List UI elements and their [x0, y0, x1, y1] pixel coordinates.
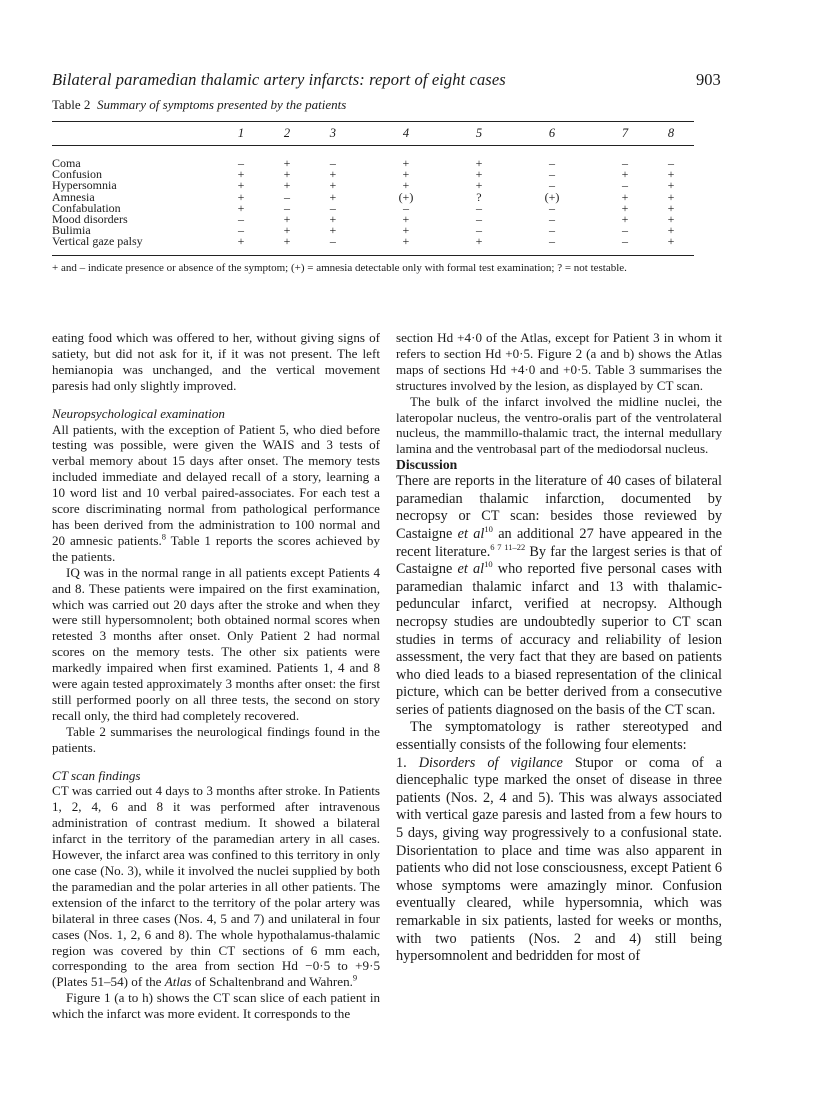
table-cell: ?	[476, 189, 482, 204]
text: By far the largest series is that of Castaigne	[396, 543, 722, 578]
table-cell: +	[237, 200, 245, 215]
table-spacer-row	[52, 144, 694, 158]
table-cell: –	[475, 212, 482, 227]
reference-superscript: 10	[484, 524, 493, 535]
table-cell: +	[621, 167, 629, 182]
table-bottom-rule	[52, 255, 694, 256]
table-cell: +	[667, 200, 675, 215]
section-heading-neuropsych: Neuropsychological examination	[52, 405, 225, 421]
et-al: et al	[457, 561, 485, 578]
table-cell: +	[283, 234, 291, 249]
table-cell: +	[475, 178, 483, 193]
table-cell: +	[667, 223, 675, 238]
symptom-label: Bulimia	[52, 223, 91, 238]
table-cell: +	[402, 234, 410, 249]
left-column	[52, 330, 380, 1022]
table-cell: –	[329, 200, 336, 215]
table-cell: +	[667, 167, 675, 182]
section-heading-discussion: Discussion	[396, 457, 458, 473]
table-cell: –	[237, 223, 244, 238]
table-cell: –	[548, 212, 555, 227]
paragraph: section Hd +4·0 of the Atlas, except for Patient 3 in whom it refers to section Hd +0·5. Figure 2 (a and b) shows the Atlas maps of sections Hd +4·0 and +0·5. Table 3 summarises the structures involved by the lesion, as displayed by CT scan.	[396, 330, 722, 393]
table-cell: +	[402, 223, 410, 238]
list-number: 1.	[396, 754, 419, 771]
table-header-cell: 2	[283, 126, 291, 141]
table-cell: +	[621, 200, 629, 215]
table-cell: –	[283, 189, 290, 204]
table-caption	[52, 97, 346, 113]
table-cell: +	[237, 167, 245, 182]
table-cell: –	[548, 156, 555, 170]
table-cell: +	[402, 178, 410, 193]
paragraph	[396, 473, 722, 719]
table-cell: –	[402, 200, 409, 215]
table-cell: +	[402, 212, 410, 227]
table-cell: +	[329, 223, 337, 238]
paragraph: Figure 1 (a to h) shows the CT scan slice of each patient in which the infarct was more evident. It corresponds to the	[52, 990, 380, 1022]
table-row	[52, 203, 694, 214]
text: CT was carried out 4 days to 3 months after stroke. In Patients 1, 2, 4, 6 and 8 it was performed after intravenous administration of contrast medium. It showed a bilateral infarct in the territory of the paramedian artery in all cases. However, the infarct area was confined to this territory in only one case (No. 3), while it involved the nuclei supplied by both the paramedian and the polar arteries in all other patients. The extension of the infarct to the territory of the polar artery was bilateral in three cases (Nos. 4, 5 and 7) and unilateral in four cases (Nos. 1, 2, 6 and 8). The whole hypothalamus-thalamic region was covered by thin CT sections of 6 mm each, corresponding to the area from section Hd −0·5 to +9·5 (Plates 51–54) of the	[52, 783, 380, 990]
symptom-label: Confabulation	[52, 200, 121, 215]
table-cell: +	[283, 156, 291, 170]
subheading-vigilance: Disorders of vigilance	[418, 754, 563, 771]
table-header-cell: 1	[237, 126, 245, 141]
table-row	[52, 158, 694, 169]
text: There are reports in the literature of 40 cases of bilateral paramedian thalamic infarction, documented by necropsy or CT scan: besides those reviewed by Castaigne	[396, 473, 722, 542]
paragraph: eating food which was offered to her, without giving signs of satiety, but did not ask for it, if it was not present. The left hemianopia was unchanged, and the vertical movement paresis had only slightly improved.	[52, 330, 380, 393]
table-header-cell: 3	[329, 126, 337, 141]
reference-superscript: 6 7 11–22	[490, 541, 526, 552]
paragraph: IQ was in the normal range in all patients except Patients 4 and 8. These patients were impaired on the first examination, which was carried out 20 days after the stroke and when they were still hypersomnolent; both obtained normal scores when retested 3 months after onset. Only Patient 2 had normal scores on the memory tests. The other six patients were markedly impaired when first examined. Patients 1, 4 and 8 were again tested approximately 3 months after onset: the first still performed poorly on all three tests, the second on story recall only, the third had completely recovered.	[52, 564, 380, 723]
paragraph: The bulk of the infarct involved the midline nuclei, the lateropolar nucleus, the ventro-oralis part of the ventrolateral nucleus, the mammillo-thalamic tract, the internal medullary lamina and the ventrobasal part of the mediodorsal nucleus.	[396, 393, 722, 457]
table-cell: +	[283, 178, 291, 193]
table-cell: (+)	[398, 189, 414, 204]
table-header-cell: 5	[475, 126, 483, 141]
symptom-label: Vertical gaze palsy	[52, 234, 143, 249]
table-cell: –	[668, 156, 674, 170]
table-cell: +	[402, 167, 410, 182]
text: an additional 27 have appeared in the recent literature.	[396, 525, 723, 560]
page-number: 903	[696, 70, 721, 89]
table-cell: +	[621, 212, 629, 227]
table-header-cell: 8	[667, 126, 675, 141]
table-cell: –	[475, 223, 482, 238]
table-header-blank	[52, 124, 218, 144]
text: who reported five personal cases with paramedian thalamic infarct and 13 with thalamic-peduncular infarct, verified at necropsy. Although necropsy studies are undoubtedly superior to CT scan studies in terms of accuracy and reliability of lesion assessment, the very fact that they are based on patients who died leads to a biased representation of the clinical picture, which can be better derived from a consecutive series of patients diagnosed on the basis of the CT scan.	[396, 561, 722, 718]
symptom-label: Confusion	[52, 167, 103, 182]
table-cell: –	[548, 178, 555, 193]
table-cell: –	[622, 223, 629, 238]
table-footnote: + and – indicate presence or absence of the symptom; (+) = amnesia detectable only with formal test examination; ? = not testable.	[52, 262, 627, 274]
running-head: Bilateral paramedian thalamic artery infarcts: report of eight cases	[52, 70, 506, 89]
table-header-rule	[52, 145, 694, 146]
et-al: et al	[457, 525, 485, 542]
table-cell: +	[329, 167, 337, 182]
text: Stupor or coma of a diencephalic type marked the onset of disease in three patients (Nos. 2, 4 and 5). This was always associated with vertical gaze paresis and lasted from a few hours to 5 days, giving way progressively to a confusional state. Disorientation to place and time was also apparent in patients who did not lose consciousness, except Patient 6 whose symptoms were amazingly minor. Confusion eventually cleared, while hypersomnia, which was remarkable in six patients, lasted for weeks or months, with two patients (Nos. 2 and 4) still being hypersomnolent and bedridden for most of	[396, 754, 722, 965]
table-cell: –	[329, 156, 336, 170]
table-cell: –	[622, 156, 629, 170]
table-cell: +	[667, 189, 675, 204]
table-cell: –	[548, 200, 555, 215]
table-cell: –	[283, 200, 290, 215]
table-header-cell: 7	[621, 126, 629, 141]
discussion-body	[396, 473, 722, 966]
table-cell: +	[329, 189, 337, 204]
table-label: Table 2	[52, 97, 91, 112]
table-cell: +	[237, 189, 245, 204]
symptom-label: Amnesia	[52, 189, 95, 204]
table-cell: –	[548, 234, 555, 249]
symptom-label: Hypersomnia	[52, 178, 117, 193]
table-top-rule	[52, 121, 694, 122]
atlas-title: Atlas	[164, 974, 192, 990]
text: Table 1 reports the scores achieved by the patients.	[52, 532, 381, 564]
table-cell: +	[475, 167, 483, 182]
table-cell: +	[329, 212, 337, 227]
paragraph	[52, 783, 380, 990]
table-row	[52, 180, 694, 191]
table-cell: +	[621, 189, 629, 204]
right-column	[396, 330, 722, 966]
table-cell: +	[329, 178, 337, 193]
table-cell: +	[283, 167, 291, 182]
symptoms-table	[52, 124, 694, 248]
paragraph: Table 2 summarises the neurological findings found in the patients.	[52, 723, 380, 755]
section-heading-ct: CT scan findings	[52, 767, 141, 783]
table-cell: –	[237, 156, 244, 170]
text: of Schaltenbrand and Wahren.	[191, 974, 353, 990]
table-cell: –	[622, 234, 629, 249]
table-cell: –	[548, 223, 555, 238]
symptom-label: Mood disorders	[52, 212, 128, 227]
table-row	[52, 214, 694, 225]
reference-superscript: 8	[161, 531, 166, 542]
paragraph	[52, 422, 380, 565]
table-cell: +	[402, 156, 410, 170]
reference-superscript: 10	[484, 559, 493, 570]
table-row	[52, 192, 694, 203]
table-header-row	[52, 124, 694, 144]
table-row	[52, 236, 694, 247]
table-cell: –	[622, 178, 629, 193]
table-cell: +	[475, 234, 483, 249]
table-row	[52, 225, 694, 236]
reference-superscript: 9	[352, 972, 358, 983]
table-title: Summary of symptoms presented by the patients	[96, 97, 347, 112]
table-header-cell: 4	[402, 126, 410, 141]
table-cell: +	[475, 156, 483, 170]
table-cell: +	[283, 223, 291, 238]
table-cell: –	[548, 167, 555, 182]
table-cell: +	[283, 212, 291, 227]
paragraph	[396, 755, 722, 966]
text: All patients, with the exception of Patient 5, who died before testing was possible, were given the WAIS and 3 tests of verbal memory about 15 days after onset. The memory tests included immediate and delayed recall of a story, learning a 10 word list and 10 verbal paired-associates. For each test a score discriminating normal from pathological performance has been derived from the administration to 100 normal and 20 amnesic patients.	[52, 421, 380, 548]
table-cell: –	[475, 200, 482, 215]
table-cell: –	[329, 234, 336, 249]
table-cell: +	[237, 178, 245, 193]
table-cell: (+)	[544, 189, 560, 204]
table-cell: +	[667, 234, 675, 249]
table-cell: –	[237, 212, 244, 227]
symptom-label: Coma	[52, 156, 81, 170]
table-cell: +	[237, 234, 245, 249]
paragraph: The symptomatology is rather stereotyped and essentially consists of the following four elements:	[396, 719, 722, 754]
table-cell: +	[667, 212, 675, 227]
table-row	[52, 169, 694, 180]
table-header-cell: 6	[548, 126, 556, 141]
table-cell: +	[667, 178, 675, 193]
